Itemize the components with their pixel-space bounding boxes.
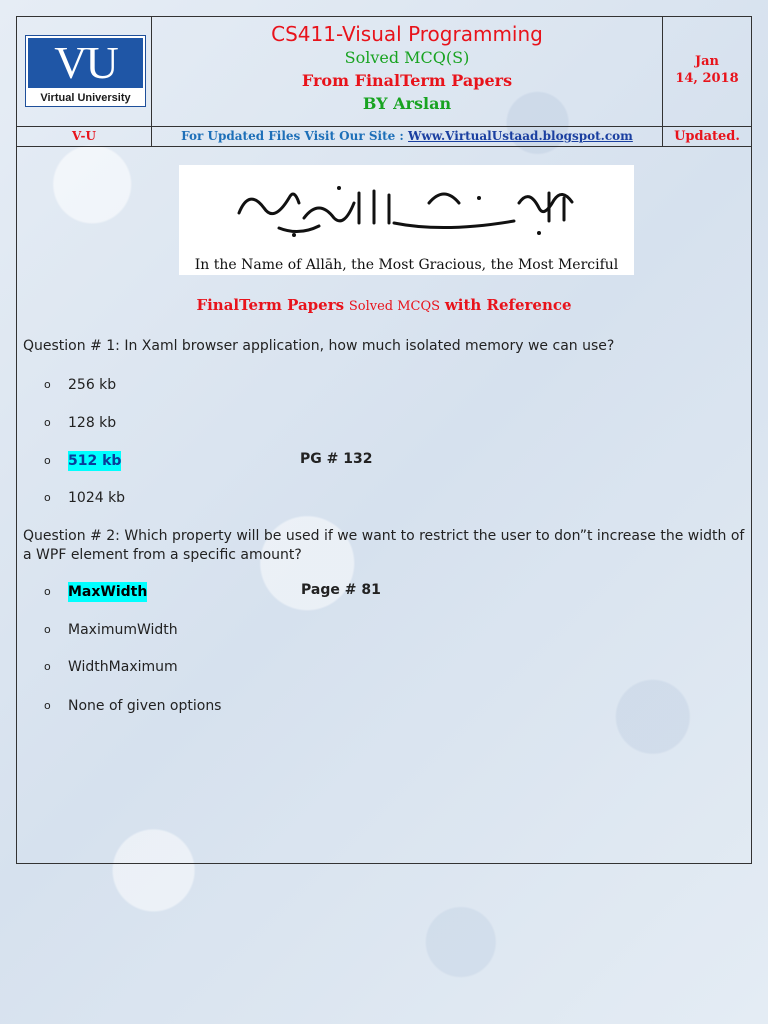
heading-part1: FinalTerm Papers — [196, 296, 345, 314]
author: BY Arslan — [362, 94, 452, 113]
logo-cell — [17, 17, 152, 126]
title-cell — [152, 17, 663, 126]
question-1-text: Question # 1: In Xaml browser application, how much isolated memory we can use? — [23, 338, 615, 354]
question-2-option-3: o WidthMaximum — [44, 659, 178, 675]
bismillah-banner — [179, 165, 634, 275]
vu-logo-mark: VU — [28, 38, 143, 88]
question-2-text: Question # 2: Which property will be used if we want to restrict the user to don”t increase the width of a WPF element from a specific amount? — [23, 528, 745, 563]
bullet-icon: o — [44, 378, 51, 391]
question-2-option-2: o MaximumWidth — [44, 622, 178, 638]
vu-label: V-U — [17, 127, 152, 146]
bullet-icon: o — [44, 660, 51, 673]
bullet-icon: o — [44, 585, 51, 598]
bullet-icon: o — [44, 416, 51, 429]
site-link[interactable]: Www.VirtualUstaad.blogspot.com — [408, 129, 633, 143]
link-row — [17, 127, 751, 147]
heading-part3: with Reference — [444, 296, 572, 314]
course-title: CS411-Visual Programming — [271, 22, 543, 46]
date-day-year: 14, 2018 — [675, 71, 739, 86]
bullet-icon: o — [44, 699, 51, 712]
question-1-option-3 — [44, 451, 121, 471]
visit-site-text — [152, 127, 663, 146]
bullet-icon: o — [44, 454, 51, 467]
vu-logo — [25, 35, 146, 107]
bullet-icon: o — [44, 491, 51, 504]
visit-prefix: For Updated Files Visit Our Site : — [181, 129, 409, 143]
question-2-option-4: o None of given options — [44, 698, 222, 714]
header-row — [17, 17, 751, 127]
question-1-option-2: o 128 kb — [44, 415, 117, 431]
section-heading — [0, 296, 768, 314]
heading-part2: Solved MCQS — [348, 299, 441, 314]
date-cell — [663, 17, 751, 126]
document-frame — [16, 16, 752, 864]
subtitle: Solved MCQ(S) — [344, 48, 470, 67]
question-1-answer: 512 kb — [68, 453, 122, 469]
question-1-option-1: o 256 kb — [44, 377, 117, 393]
date-month: Jan — [694, 54, 720, 69]
papers-subtitle: From FinalTerm Papers — [301, 71, 513, 90]
bismillah-calligraphy-icon — [219, 173, 594, 253]
question-1-option-4: o 1024 kb — [44, 490, 126, 506]
question-2-reference: Page # 81 — [301, 582, 381, 598]
question-1-reference: PG # 132 — [300, 451, 373, 467]
updated-label: Updated. — [674, 129, 740, 144]
question-2-option-1 — [44, 582, 147, 602]
bismillah-caption: In the Name of Allāh, the Most Gracious, the Most Merciful — [194, 257, 619, 273]
question-2-answer: MaxWidth — [68, 584, 148, 600]
vu-logo-text: Virtual University — [40, 92, 131, 104]
bullet-icon: o — [44, 623, 51, 636]
